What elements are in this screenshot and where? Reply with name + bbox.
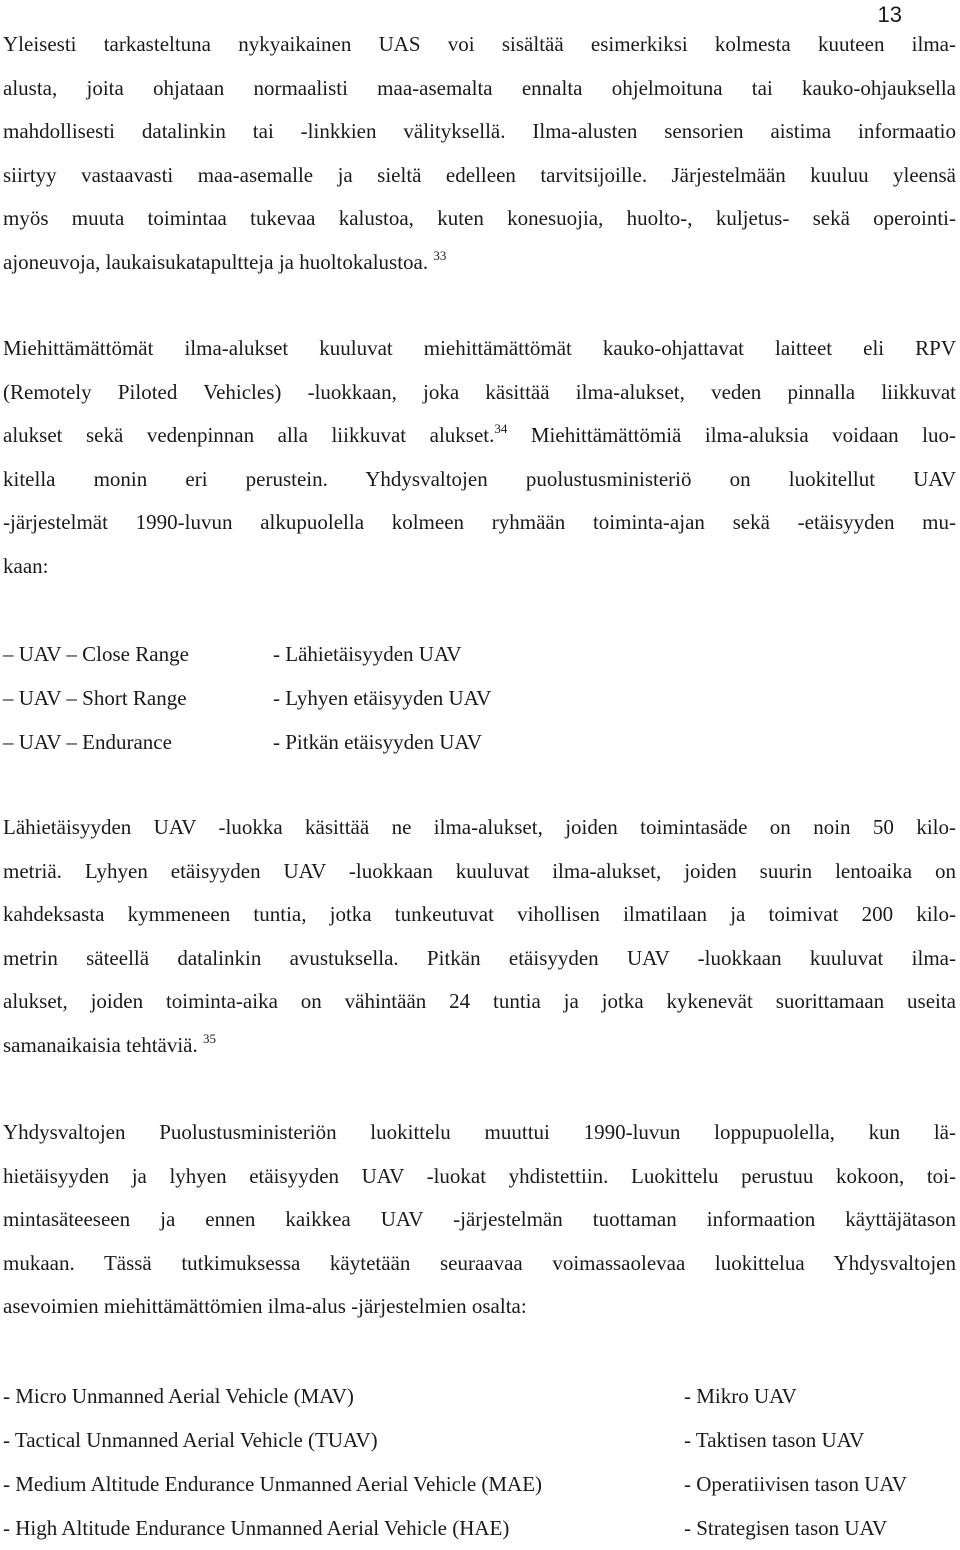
text-line: (Remotely Piloted Vehicles) -luokkaan, joka käsittää ilma-alukset, veden pinnalla liikkuvat: [3, 379, 956, 404]
range-finnish: - Lähietäisyyden UAV: [273, 642, 462, 666]
class-finnish: - Operatiivisen tason UAV: [684, 1472, 907, 1496]
text-line: metrin säteellä datalinkin avustuksella. Pitkän etäisyyden UAV -luokkaan kuuluvat ilma-: [3, 945, 956, 970]
text-line: mahdollisesti datalinkin tai -linkkien välityksellä. Ilma-alusten sensorien aistima informaatio: [3, 119, 956, 144]
class-english: - High Altitude Endurance Unmanned Aerial Vehicle (HAE): [3, 1516, 510, 1540]
text-line: [3, 241, 956, 285]
text-line: mintasäteeseen ja ennen kaikkea UAV -järjestelmän tuottaman informaation käyttäjätason: [3, 1207, 956, 1232]
paragraph-range-descriptions: [3, 806, 956, 1068]
text-line: kahdeksasta kymmeneen tuntia, jotka tunkeutuvat vihollisen ilmatilaan ja toimivat 200 kilo-: [3, 902, 956, 927]
class-english: - Tactical Unmanned Aerial Vehicle (TUAV): [3, 1428, 378, 1452]
text-fragment: samanaikaisia tehtäviä.: [3, 1032, 198, 1057]
footnote-ref: 33: [433, 247, 447, 263]
range-english: – UAV – Endurance: [3, 730, 172, 754]
text-line: [3, 414, 956, 458]
text-line: metriä. Lyhyen etäisyyden UAV -luokkaan kuuluvat ilma-alukset, joiden suurin lentoaika on: [3, 858, 956, 883]
class-finnish: - Taktisen tason UAV: [684, 1428, 865, 1452]
class-english: - Medium Altitude Endurance Unmanned Aerial Vehicle (MAE): [3, 1472, 543, 1496]
text-line: asevoimien miehittämättömien ilma-alus -järjestelmien osalta:: [3, 1294, 527, 1319]
text-fragment: Miehittämättömiä ilma-aluksia voidaan luo-: [507, 423, 957, 448]
text-line: hietäisyyden ja lyhyen etäisyyden UAV -luokat yhdistettiin. Luokittelu perustuu kokoon, toi-: [3, 1163, 956, 1188]
paragraph-uas-composition: [3, 23, 956, 285]
range-english: – UAV – Close Range: [3, 642, 189, 666]
range-finnish: - Lyhyen etäisyyden UAV: [273, 686, 492, 710]
range-finnish: - Pitkän etäisyyden UAV: [273, 730, 483, 754]
paragraph-rpv-classification: [3, 327, 956, 589]
text-line: Yleisesti tarkasteltuna nykyaikainen UAS voi sisältää esimerkiksi kolmesta kuuteen ilma-: [3, 32, 956, 56]
list-item: [3, 1462, 958, 1506]
class-english: - Micro Unmanned Aerial Vehicle (MAV): [3, 1384, 354, 1408]
list-item: [3, 676, 703, 720]
page-number: 13: [877, 2, 902, 27]
text-line: Lähietäisyyden UAV -luokka käsittää ne ilma-alukset, joiden toimintasäde on noin 50 kilo-: [3, 815, 956, 839]
text-line: siirtyy vastaavasti maa-asemalle ja sieltä edelleen tarvitsijoille. Järjestelmään kuuluu yleensä: [3, 162, 956, 187]
uav-range-list: [3, 632, 703, 764]
footnote-ref: 34: [494, 421, 508, 437]
text-fragment: ajoneuvoja, laukaisukatapultteja ja huoltokalustoa.: [3, 249, 429, 274]
text-line: mukaan. Tässä tutkimuksessa käytetään seuraavaa voimassaolevaa luokittelua Yhdysvaltojen: [3, 1250, 956, 1275]
text-line: Miehittämättömät ilma-alukset kuuluvat miehittämättömät kauko-ohjattavat laitteet eli RPV: [3, 336, 956, 360]
text-line: -järjestelmät 1990-luvun alkupuolella kolmeen ryhmään toiminta-ajan sekä -etäisyyden mu-: [3, 510, 956, 535]
class-finnish: - Strategisen tason UAV: [684, 1516, 888, 1540]
text-line: Yhdysvaltojen Puolustusministeriön luokittelu muuttui 1990-luvun loppupuolella, kun lä-: [3, 1120, 956, 1144]
list-item: [3, 1418, 958, 1462]
class-finnish: - Mikro UAV: [684, 1384, 797, 1408]
text-line: kaan:: [3, 553, 49, 578]
list-item: [3, 632, 703, 676]
paragraph-classification-change: [3, 1111, 956, 1329]
uav-class-list: [3, 1374, 958, 1550]
text-line: kitella monin eri perustein. Yhdysvaltojen puolustusministeriö on luokitellut UAV: [3, 466, 956, 491]
list-item: [3, 1374, 958, 1418]
range-english: – UAV – Short Range: [3, 686, 187, 710]
list-item: [3, 1506, 958, 1550]
text-fragment: alukset sekä vedenpinnan alla liikkuvat alukset.: [3, 423, 495, 448]
list-item: [3, 720, 703, 764]
text-line: alukset, joiden toiminta-aika on vähintään 24 tuntia ja jotka kykenevät suorittamaan useita: [3, 989, 956, 1014]
text-line: [3, 1024, 956, 1068]
text-line: myös muuta toimintaa tukevaa kalustoa, kuten konesuojia, huolto-, kuljetus- sekä operointi-: [3, 206, 956, 231]
footnote-ref: 35: [203, 1030, 217, 1046]
text-line: alusta, joita ohjataan normaalisti maa-asemalta ennalta ohjelmoituna tai kauko-ohjauksella: [3, 75, 956, 100]
